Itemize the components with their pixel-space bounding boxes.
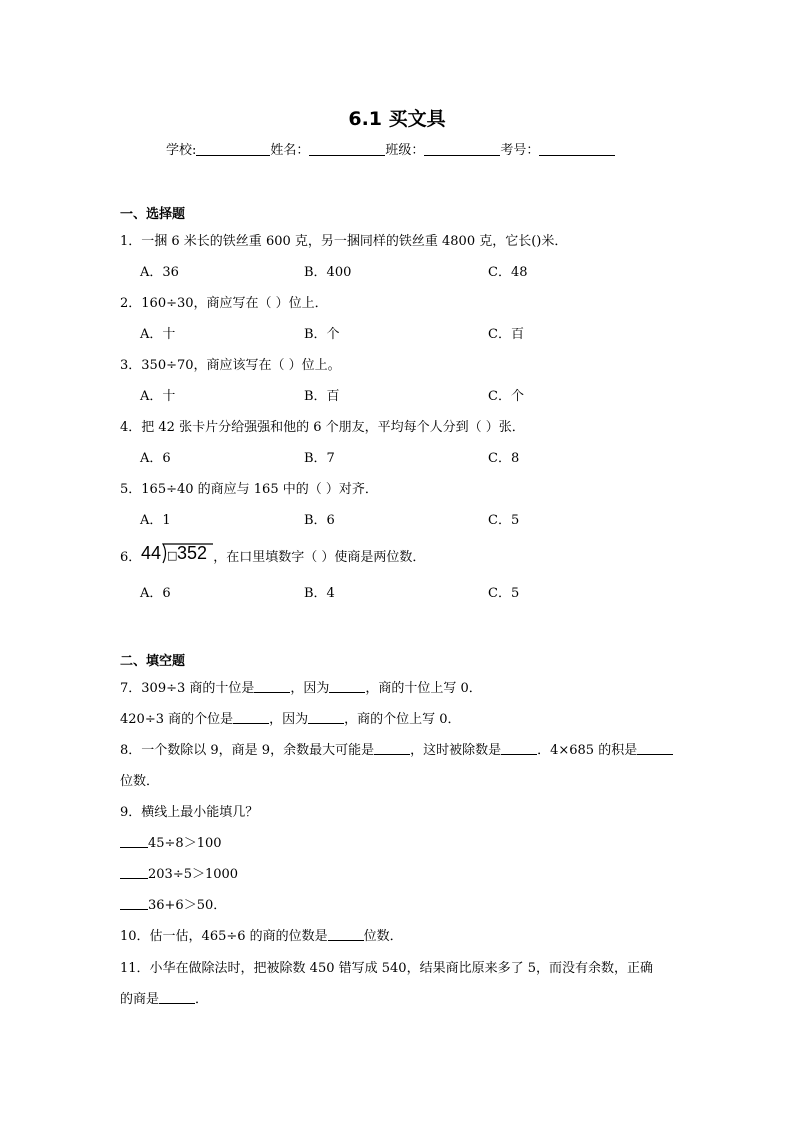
answer-blank[interactable] [329,680,365,693]
question-11-text: 的商是 [120,992,160,1007]
question-11-line-2 [120,988,208,1007]
question-10 [120,925,403,944]
school-label: 学校: [166,143,197,158]
question-6-number: 6． [120,550,142,565]
question-8-text: 8．一个数除以 9，商是 9，余数最大可能是 [120,743,375,758]
option-c[interactable]: C．百 [488,327,524,342]
answer-blank[interactable] [637,742,673,755]
question-9-expression: 203÷5＞1000 [148,867,239,882]
question-6 [120,541,425,565]
answer-blank[interactable] [120,897,148,910]
option-a[interactable]: A．6 [140,586,171,601]
question-8-line-2: 位数． [120,774,160,789]
question-7-text: ，因为 [290,681,330,696]
question-1: 1．一捆 6 米长的铁丝重 600 克，另一捆同样的铁丝重 4800 克，它长()米． [120,234,568,249]
answer-blank[interactable] [501,742,537,755]
question-7-text: ，商的个位上写 0． [344,712,461,727]
question-9: 9．横线上最小能填几？ [120,805,259,820]
option-a[interactable]: A．36 [140,265,179,280]
question-7-text: ，因为 [269,712,309,727]
option-a[interactable]: A．十 [140,389,176,404]
option-a[interactable]: A．十 [140,327,176,342]
answer-blank[interactable] [159,991,195,1004]
question-9-item-2 [120,863,238,882]
question-4: 4．把 42 张卡片分给强强和他的 6 个朋友，平均每个人分到（ ）张． [120,420,525,435]
question-4-options [140,447,640,465]
long-division-expression [141,541,213,565]
question-2: 2．160÷30，商应写在（ ）位上． [120,296,328,311]
option-c[interactable]: C．个 [488,389,524,404]
question-7-line-1 [120,677,482,696]
question-8-line-1 [120,739,673,758]
name-blank[interactable] [309,142,385,156]
exam-no-blank[interactable] [539,142,615,156]
option-b[interactable]: B．个 [304,327,340,342]
option-a[interactable]: A．1 [140,513,171,528]
question-1-options [140,261,640,279]
option-a[interactable]: A．6 [140,451,171,466]
option-c[interactable]: C．5 [488,513,520,528]
question-10-text: 位数． [363,929,403,944]
question-7-line-2 [120,708,461,727]
answer-blank[interactable] [233,711,269,724]
answer-blank[interactable] [308,711,344,724]
option-b[interactable]: B．4 [304,586,335,601]
question-5: 5．165÷40 的商应与 165 中的（ ）对齐． [120,482,378,497]
question-8-text: ，这时被除数是 [410,743,502,758]
option-c[interactable]: C．5 [488,586,520,601]
question-6-text: ，在口里填数字（ ）使商是两位数． [213,550,426,565]
question-7-text: 420÷3 商的个位是 [120,712,234,727]
blank-box: □ [167,549,178,562]
question-5-options [140,509,640,527]
question-11-line-1: 11．小华在做除法时，把被除数 450 错写成 540，结果商比原来多了 5，而没有余数，正确 [120,961,653,976]
option-b[interactable]: B．6 [304,513,335,528]
class-blank[interactable] [424,142,500,156]
question-2-options [140,323,640,341]
question-9-expression: 45÷8＞100 [148,836,222,851]
question-7-text: ，商的十位上写 0． [365,681,482,696]
question-10-text: 10．估一估，465÷6 的商的位数是 [120,929,328,944]
answer-blank[interactable] [328,928,364,941]
question-9-expression: 36+6＞50． [148,898,227,913]
question-7-text: 7．309÷3 商的十位是 [120,681,255,696]
option-b[interactable]: B．百 [304,389,340,404]
question-9-item-3 [120,894,226,913]
question-3: 3．350÷70，商应该写在（ ）位上。 [120,358,341,373]
question-9-item-1 [120,832,222,851]
question-11-text: ． [195,992,209,1007]
question-6-options [140,582,640,600]
student-info-line [166,139,615,158]
name-label: 姓名： [270,143,310,158]
divisor: 44 [141,543,162,563]
exam-no-label: 考号： [500,143,540,158]
question-8-text: ．4×685 的积是 [537,743,638,758]
school-blank[interactable] [196,142,270,156]
answer-blank[interactable] [374,742,410,755]
option-b[interactable]: B．400 [304,265,352,280]
page-title: 6.1 买文具 [348,108,446,130]
answer-blank[interactable] [120,866,148,879]
option-c[interactable]: C．48 [488,265,528,280]
section-heading-fill: 二、填空题 [120,654,186,669]
option-b[interactable]: B．7 [304,451,335,466]
class-label: 班级： [385,143,425,158]
option-c[interactable]: C．8 [488,451,520,466]
answer-blank[interactable] [120,835,148,848]
question-3-options [140,385,640,403]
answer-blank[interactable] [254,680,290,693]
dividend: 352 [177,543,208,563]
section-heading-choice: 一、选择题 [120,207,186,222]
